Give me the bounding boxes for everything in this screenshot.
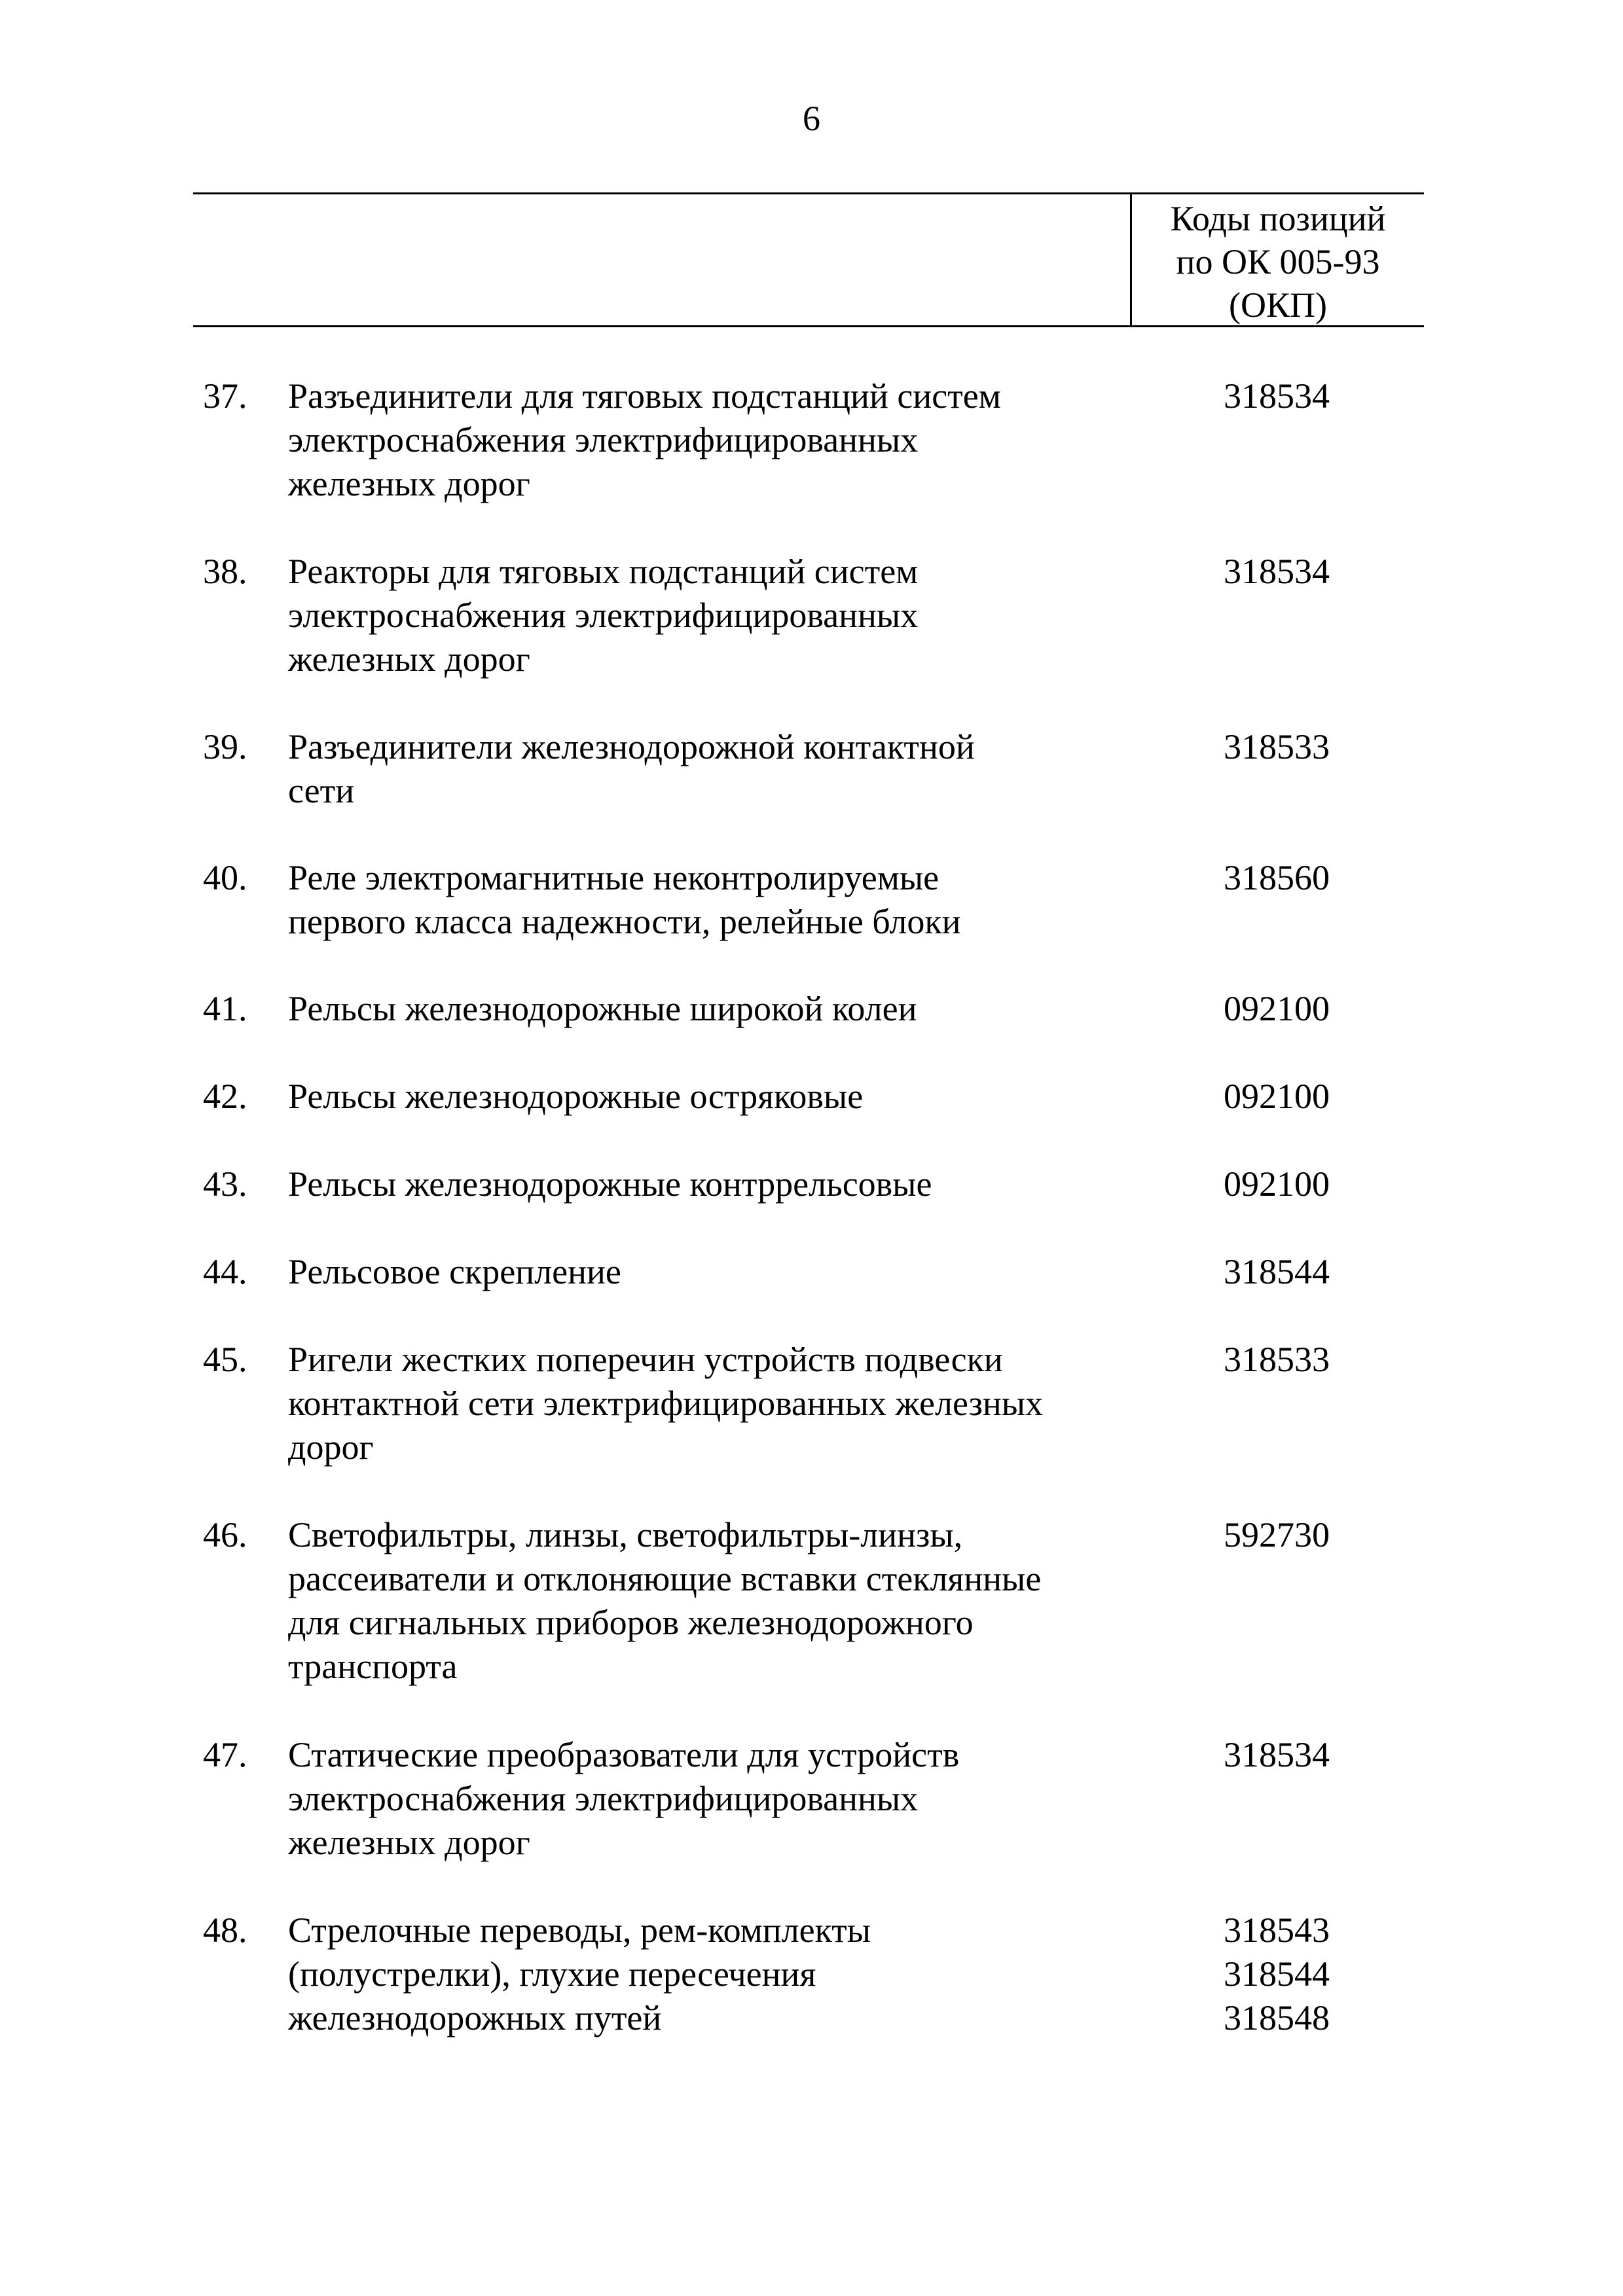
item-codes xyxy=(1178,1075,1375,1119)
item-name: Рельсы железнодорожные контррельсовые xyxy=(288,1164,932,1204)
item-number: 44. xyxy=(203,1252,247,1291)
item-code: 318533 xyxy=(1224,727,1330,766)
item-name: Рельсы железнодорожные остряковые xyxy=(288,1077,864,1116)
item-name: Рельсовое скрепление xyxy=(288,1252,621,1291)
item-name: Реле электромагнитные неконтролируемые первого класса надежности, релейные блоки xyxy=(288,858,961,941)
item-name: Разъединители для тяговых подстанций систем электроснабжения электрифицированных железных дорог xyxy=(288,376,1001,503)
item-code: 092100 xyxy=(1224,1077,1330,1116)
item-number: 38. xyxy=(203,552,247,591)
codes-header-line: Коды позиций xyxy=(1170,199,1386,238)
item-code: 318534 xyxy=(1224,376,1330,416)
item-codes xyxy=(1178,1909,1375,2040)
item-code: 318560 xyxy=(1224,858,1330,897)
item-code: 318534 xyxy=(1224,552,1330,591)
item-number: 42. xyxy=(203,1077,247,1116)
item-number: 43. xyxy=(203,1164,247,1204)
codes-header-line: (ОКП) xyxy=(1229,285,1327,325)
table-header xyxy=(193,192,1424,327)
item-codes xyxy=(1178,856,1375,900)
item-name: Разъединители железнодорожной контактной сети xyxy=(288,727,975,810)
item-codes xyxy=(1178,550,1375,594)
item-codes xyxy=(1178,725,1375,769)
codes-column-header xyxy=(1132,197,1424,327)
item-name: Рельсы железнодорожные широкой колеи xyxy=(288,989,917,1028)
item-name: Ригели жестких поперечин устройств подвески контактной сети электрифицированных железных дорог xyxy=(288,1340,1044,1467)
item-number: 41. xyxy=(203,989,247,1028)
item-code: 318548 xyxy=(1224,1998,1330,2037)
item-name: Реакторы для тяговых подстанций систем электроснабжения электрифицированных железных дорог xyxy=(288,552,919,679)
item-code: 092100 xyxy=(1224,1164,1330,1204)
item-number: 45. xyxy=(203,1340,247,1379)
item-name: Стрелочные переводы, рем-комплекты (полустрелки), глухие пересечения железнодорожных путей xyxy=(288,1910,871,2037)
item-number: 46. xyxy=(203,1515,247,1554)
item-code: 318544 xyxy=(1224,1954,1330,1994)
item-number: 39. xyxy=(203,727,247,766)
item-codes xyxy=(1178,987,1375,1031)
item-code: 318544 xyxy=(1224,1252,1330,1291)
page-number: 6 xyxy=(803,99,820,138)
item-codes xyxy=(1178,374,1375,418)
item-number: 47. xyxy=(203,1735,247,1774)
item-name: Статические преобразователи для устройств электроснабжения электрифицированных железных дорог xyxy=(288,1735,960,1862)
item-code: 592730 xyxy=(1224,1515,1330,1554)
item-code: 092100 xyxy=(1224,989,1330,1028)
item-number: 37. xyxy=(203,376,247,416)
item-code: 318533 xyxy=(1224,1340,1330,1379)
item-codes xyxy=(1178,1250,1375,1294)
item-code: 318543 xyxy=(1224,1910,1330,1950)
item-code: 318534 xyxy=(1224,1735,1330,1774)
item-codes xyxy=(1178,1162,1375,1206)
item-codes xyxy=(1178,1733,1375,1777)
item-name: Светофильтры, линзы, светофильтры-линзы, рассеиватели и отклоняющие вставки стеклянные для сигнальных приборов железнодорожного транспорта xyxy=(288,1515,1042,1686)
item-number: 40. xyxy=(203,858,247,897)
item-codes xyxy=(1178,1513,1375,1557)
codes-header-line: по ОК 005-93 xyxy=(1176,242,1380,281)
item-codes xyxy=(1178,1338,1375,1382)
item-number: 48. xyxy=(203,1910,247,1950)
